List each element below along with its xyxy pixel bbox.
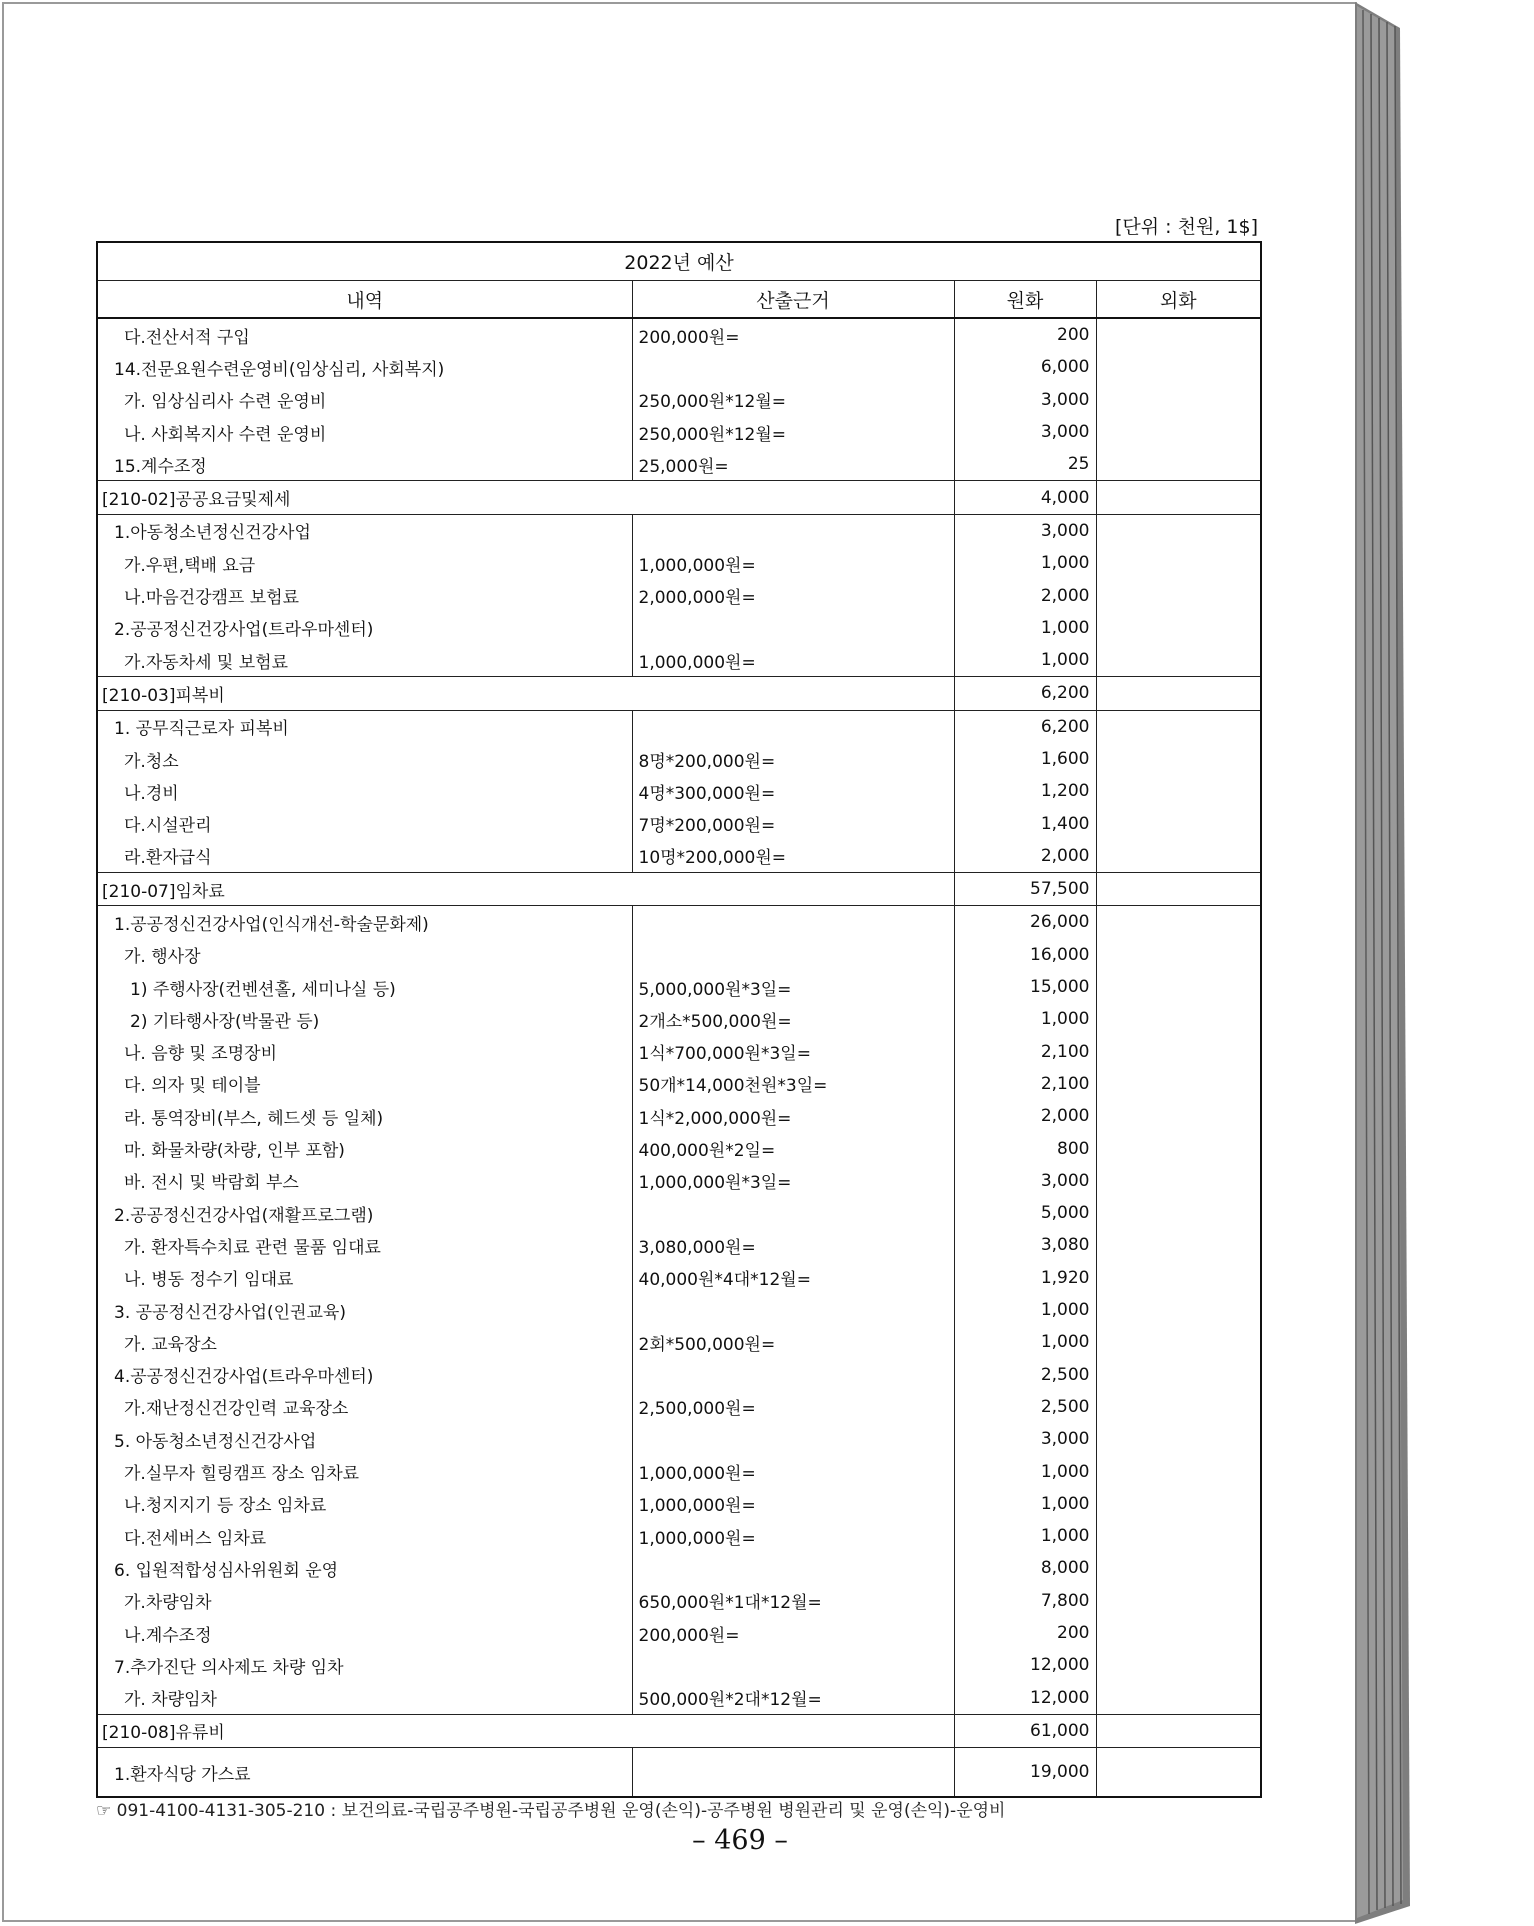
row-krw-amount: 1,000 — [954, 1488, 1096, 1520]
row-description: 가. 교육장소 — [97, 1326, 632, 1358]
row-fx-amount — [1096, 840, 1261, 873]
row-description: 1. 공무직근로자 피복비 — [97, 710, 632, 743]
row-basis: 2,500,000원= — [632, 1391, 954, 1423]
row-description: [210-02]공공요금및제세 — [97, 481, 954, 514]
unit-label: [단위 : 천원, 1$] — [1115, 216, 1258, 238]
table-row — [97, 612, 1261, 644]
row-basis: 1,000,000원= — [632, 547, 954, 579]
table-row — [97, 840, 1261, 873]
row-description: 나. 음향 및 조명장비 — [97, 1036, 632, 1068]
table-row — [97, 1229, 1261, 1261]
row-basis: 40,000원*4대*12월= — [632, 1262, 954, 1294]
row-basis: 1식*2,000,000원= — [632, 1100, 954, 1132]
row-basis — [632, 1748, 954, 1798]
row-fx-amount — [1096, 1100, 1261, 1132]
table-row — [97, 1262, 1261, 1294]
row-fx-amount — [1096, 971, 1261, 1003]
table-row — [97, 939, 1261, 971]
row-description: 가.실무자 힐링캠프 장소 임차료 — [97, 1455, 632, 1487]
table-row — [97, 547, 1261, 579]
row-fx-amount — [1096, 416, 1261, 448]
row-fx-amount — [1096, 1165, 1261, 1197]
table-row — [97, 1649, 1261, 1681]
row-fx-amount — [1096, 775, 1261, 807]
row-fx-amount — [1096, 873, 1261, 906]
row-krw-amount: 8,000 — [954, 1552, 1096, 1584]
table-row — [97, 1552, 1261, 1584]
row-krw-amount: 61,000 — [954, 1714, 1096, 1747]
year-header: 2022년 예산 — [97, 242, 1261, 281]
row-description: 바. 전시 및 박람회 부스 — [97, 1165, 632, 1197]
table-row — [97, 1165, 1261, 1197]
row-basis: 1,000,000원*3일= — [632, 1165, 954, 1197]
row-basis: 7명*200,000원= — [632, 807, 954, 839]
row-krw-amount: 25 — [954, 448, 1096, 481]
table-row — [97, 1455, 1261, 1487]
row-basis: 8명*200,000원= — [632, 743, 954, 775]
row-krw-amount: 6,200 — [954, 677, 1096, 710]
row-basis — [632, 1359, 954, 1391]
row-description: [210-07]임차료 — [97, 873, 954, 906]
row-basis: 2회*500,000원= — [632, 1326, 954, 1358]
row-krw-amount: 3,000 — [954, 1165, 1096, 1197]
table-row — [97, 1748, 1261, 1798]
row-description: 다.전세버스 임차료 — [97, 1520, 632, 1552]
table-row — [97, 1585, 1261, 1617]
row-fx-amount — [1096, 1359, 1261, 1391]
table-row — [97, 1294, 1261, 1326]
row-description: 가. 행사장 — [97, 939, 632, 971]
row-basis: 1식*700,000원*3일= — [632, 1036, 954, 1068]
table-row — [97, 1003, 1261, 1035]
table-row — [97, 579, 1261, 611]
row-krw-amount: 800 — [954, 1132, 1096, 1164]
table-row — [97, 1197, 1261, 1229]
row-description: 5. 아동청소년정신건강사업 — [97, 1423, 632, 1455]
row-basis: 1,000,000원= — [632, 1455, 954, 1487]
row-description: 1.아동청소년정신건강사업 — [97, 514, 632, 547]
row-description: 나.경비 — [97, 775, 632, 807]
row-basis — [632, 1423, 954, 1455]
row-description: 2.공공정신건강사업(재활프로그램) — [97, 1197, 632, 1229]
row-basis: 650,000원*1대*12월= — [632, 1585, 954, 1617]
row-fx-amount — [1096, 318, 1261, 351]
row-description: 1.환자식당 가스료 — [97, 1748, 632, 1798]
row-description: 다.전산서적 구입 — [97, 318, 632, 351]
row-fx-amount — [1096, 1681, 1261, 1714]
row-krw-amount: 1,000 — [954, 644, 1096, 677]
table-row — [97, 1714, 1261, 1747]
row-fx-amount — [1096, 612, 1261, 644]
row-krw-amount: 19,000 — [954, 1748, 1096, 1798]
row-krw-amount: 3,080 — [954, 1229, 1096, 1261]
row-krw-amount: 1,000 — [954, 547, 1096, 579]
table-row — [97, 743, 1261, 775]
table-body — [97, 318, 1261, 1797]
table-row — [97, 710, 1261, 743]
row-description: 다. 의자 및 테이블 — [97, 1068, 632, 1100]
row-description: 가.차량임차 — [97, 1585, 632, 1617]
row-fx-amount — [1096, 1649, 1261, 1681]
row-krw-amount: 6,000 — [954, 351, 1096, 383]
row-fx-amount — [1096, 1068, 1261, 1100]
row-basis: 5,000,000원*3일= — [632, 971, 954, 1003]
row-fx-amount — [1096, 939, 1261, 971]
row-description: 다.시설관리 — [97, 807, 632, 839]
row-description: [210-03]피복비 — [97, 677, 954, 710]
row-description: 7.추가진단 의사제도 차량 임차 — [97, 1649, 632, 1681]
row-basis: 200,000원= — [632, 1617, 954, 1649]
row-description: 3. 공공정신건강사업(인권교육) — [97, 1294, 632, 1326]
row-basis — [632, 1294, 954, 1326]
row-basis: 3,080,000원= — [632, 1229, 954, 1261]
row-krw-amount: 1,200 — [954, 775, 1096, 807]
row-description: 가. 차량임차 — [97, 1681, 632, 1714]
row-fx-amount — [1096, 1391, 1261, 1423]
row-krw-amount: 1,000 — [954, 612, 1096, 644]
row-description: 나.마음건강캠프 보험료 — [97, 579, 632, 611]
table-row — [97, 351, 1261, 383]
row-description: 라.환자급식 — [97, 840, 632, 873]
row-krw-amount: 2,500 — [954, 1391, 1096, 1423]
row-fx-amount — [1096, 710, 1261, 743]
row-fx-amount — [1096, 481, 1261, 514]
row-fx-amount — [1096, 644, 1261, 677]
table-row — [97, 416, 1261, 448]
row-krw-amount: 4,000 — [954, 481, 1096, 514]
table-row — [97, 1326, 1261, 1358]
row-basis — [632, 1649, 954, 1681]
row-krw-amount: 1,400 — [954, 807, 1096, 839]
row-fx-amount — [1096, 1617, 1261, 1649]
row-description: 마. 화물차량(차량, 인부 포함) — [97, 1132, 632, 1164]
row-fx-amount — [1096, 743, 1261, 775]
row-krw-amount: 200 — [954, 1617, 1096, 1649]
row-fx-amount — [1096, 1326, 1261, 1358]
row-description: 가.청소 — [97, 743, 632, 775]
row-krw-amount: 7,800 — [954, 1585, 1096, 1617]
row-description: 가.우편,택배 요금 — [97, 547, 632, 579]
table-row — [97, 775, 1261, 807]
row-krw-amount: 26,000 — [954, 906, 1096, 939]
table-row — [97, 807, 1261, 839]
row-basis — [632, 906, 954, 939]
row-fx-amount — [1096, 1003, 1261, 1035]
row-krw-amount: 2,000 — [954, 579, 1096, 611]
row-krw-amount: 3,000 — [954, 384, 1096, 416]
table-row — [97, 384, 1261, 416]
row-basis: 1,000,000원= — [632, 1520, 954, 1552]
row-description: 라. 통역장비(부스, 헤드셋 등 일체) — [97, 1100, 632, 1132]
row-fx-amount — [1096, 448, 1261, 481]
row-krw-amount: 2,100 — [954, 1068, 1096, 1100]
row-basis: 1,000,000원= — [632, 644, 954, 677]
table-row — [97, 318, 1261, 351]
row-fx-amount — [1096, 579, 1261, 611]
table-row — [97, 971, 1261, 1003]
row-fx-amount — [1096, 1294, 1261, 1326]
row-fx-amount — [1096, 1197, 1261, 1229]
row-basis — [632, 939, 954, 971]
row-krw-amount: 3,000 — [954, 514, 1096, 547]
row-krw-amount: 16,000 — [954, 939, 1096, 971]
col-header-krw: 원화 — [954, 281, 1096, 319]
table-row — [97, 1423, 1261, 1455]
row-fx-amount — [1096, 1748, 1261, 1798]
col-header-basis: 산출근거 — [632, 281, 954, 319]
row-basis — [632, 612, 954, 644]
row-fx-amount — [1096, 1488, 1261, 1520]
row-description: 나.청지지기 등 장소 임차료 — [97, 1488, 632, 1520]
row-basis: 25,000원= — [632, 448, 954, 481]
row-description: 1.공공정신건강사업(인식개선-학술문화제) — [97, 906, 632, 939]
table-row — [97, 644, 1261, 677]
row-basis — [632, 351, 954, 383]
table-row — [97, 1488, 1261, 1520]
row-krw-amount: 2,100 — [954, 1036, 1096, 1068]
row-krw-amount: 6,200 — [954, 710, 1096, 743]
col-header-desc: 내역 — [97, 281, 632, 319]
row-basis: 250,000원*12월= — [632, 416, 954, 448]
row-krw-amount: 1,000 — [954, 1520, 1096, 1552]
row-fx-amount — [1096, 906, 1261, 939]
row-fx-amount — [1096, 547, 1261, 579]
row-krw-amount: 200 — [954, 318, 1096, 351]
row-description: 6. 입원적합성심사위원회 운영 — [97, 1552, 632, 1584]
table-row — [97, 677, 1261, 710]
row-description: 나. 병동 정수기 임대료 — [97, 1262, 632, 1294]
row-basis — [632, 514, 954, 547]
row-basis: 2,000,000원= — [632, 579, 954, 611]
row-basis — [632, 710, 954, 743]
footnote: ☞ 091-4100-4131-305-210 : 보건의료-국립공주병원-국립공주병원 운영(손익)-공주병원 병원관리 및 운영(손익)-운영비 — [96, 1801, 1006, 1821]
row-fx-amount — [1096, 1585, 1261, 1617]
row-krw-amount: 12,000 — [954, 1681, 1096, 1714]
row-fx-amount — [1096, 1520, 1261, 1552]
row-krw-amount: 1,600 — [954, 743, 1096, 775]
row-fx-amount — [1096, 1714, 1261, 1747]
table-row — [97, 481, 1261, 514]
row-basis: 10명*200,000원= — [632, 840, 954, 873]
row-fx-amount — [1096, 677, 1261, 710]
table-row — [97, 1359, 1261, 1391]
row-krw-amount: 3,000 — [954, 416, 1096, 448]
row-krw-amount: 15,000 — [954, 971, 1096, 1003]
row-fx-amount — [1096, 1423, 1261, 1455]
row-krw-amount: 2,000 — [954, 840, 1096, 873]
row-description: 2) 기타행사장(박물관 등) — [97, 1003, 632, 1035]
row-description: 나. 사회복지사 수련 운영비 — [97, 416, 632, 448]
table-row — [97, 1100, 1261, 1132]
row-fx-amount — [1096, 1455, 1261, 1487]
row-basis: 4명*300,000원= — [632, 775, 954, 807]
row-krw-amount: 1,920 — [954, 1262, 1096, 1294]
row-description: 15.계수조정 — [97, 448, 632, 481]
row-fx-amount — [1096, 384, 1261, 416]
table-row — [97, 1617, 1261, 1649]
table-row — [97, 1520, 1261, 1552]
row-description: 1) 주행사장(컨벤션홀, 세미나실 등) — [97, 971, 632, 1003]
row-krw-amount: 3,000 — [954, 1423, 1096, 1455]
row-basis — [632, 1552, 954, 1584]
row-fx-amount — [1096, 1552, 1261, 1584]
row-fx-amount — [1096, 1229, 1261, 1261]
row-fx-amount — [1096, 514, 1261, 547]
row-krw-amount: 2,000 — [954, 1100, 1096, 1132]
row-basis: 250,000원*12월= — [632, 384, 954, 416]
row-basis: 1,000,000원= — [632, 1488, 954, 1520]
table-row — [97, 1068, 1261, 1100]
row-description: [210-08]유류비 — [97, 1714, 954, 1747]
row-description: 가. 환자특수치료 관련 물품 임대료 — [97, 1229, 632, 1261]
row-fx-amount — [1096, 1262, 1261, 1294]
row-krw-amount: 2,500 — [954, 1359, 1096, 1391]
table-row — [97, 873, 1261, 906]
row-description: 가.자동차세 및 보험료 — [97, 644, 632, 677]
row-basis — [632, 1197, 954, 1229]
table-row — [97, 448, 1261, 481]
row-description: 4.공공정신건강사업(트라우마센터) — [97, 1359, 632, 1391]
row-krw-amount: 5,000 — [954, 1197, 1096, 1229]
col-header-fx: 외화 — [1096, 281, 1261, 319]
page-stack-edges — [1355, 0, 1534, 1926]
row-description: 가. 임상심리사 수련 운영비 — [97, 384, 632, 416]
row-krw-amount: 1,000 — [954, 1294, 1096, 1326]
row-description: 2.공공정신건강사업(트라우마센터) — [97, 612, 632, 644]
row-description: 나.계수조정 — [97, 1617, 632, 1649]
row-basis: 200,000원= — [632, 318, 954, 351]
row-basis: 400,000원*2일= — [632, 1132, 954, 1164]
row-fx-amount — [1096, 1036, 1261, 1068]
row-fx-amount — [1096, 351, 1261, 383]
table-row — [97, 514, 1261, 547]
table-row — [97, 1036, 1261, 1068]
row-fx-amount — [1096, 1132, 1261, 1164]
row-basis: 2개소*500,000원= — [632, 1003, 954, 1035]
row-description: 가.재난정신건강인력 교육장소 — [97, 1391, 632, 1423]
row-description: 14.전문요원수련운영비(임상심리, 사회복지) — [97, 351, 632, 383]
row-krw-amount: 1,000 — [954, 1455, 1096, 1487]
row-krw-amount: 1,000 — [954, 1326, 1096, 1358]
row-krw-amount: 12,000 — [954, 1649, 1096, 1681]
table-row — [97, 1132, 1261, 1164]
row-krw-amount: 1,000 — [954, 1003, 1096, 1035]
row-basis: 500,000원*2대*12월= — [632, 1681, 954, 1714]
row-basis: 50개*14,000천원*3일= — [632, 1068, 954, 1100]
page-number: – 469 – — [692, 1825, 788, 1856]
row-krw-amount: 57,500 — [954, 873, 1096, 906]
row-fx-amount — [1096, 807, 1261, 839]
budget-table — [96, 241, 1262, 1798]
table-row — [97, 1681, 1261, 1714]
table-row — [97, 1391, 1261, 1423]
table-row — [97, 906, 1261, 939]
